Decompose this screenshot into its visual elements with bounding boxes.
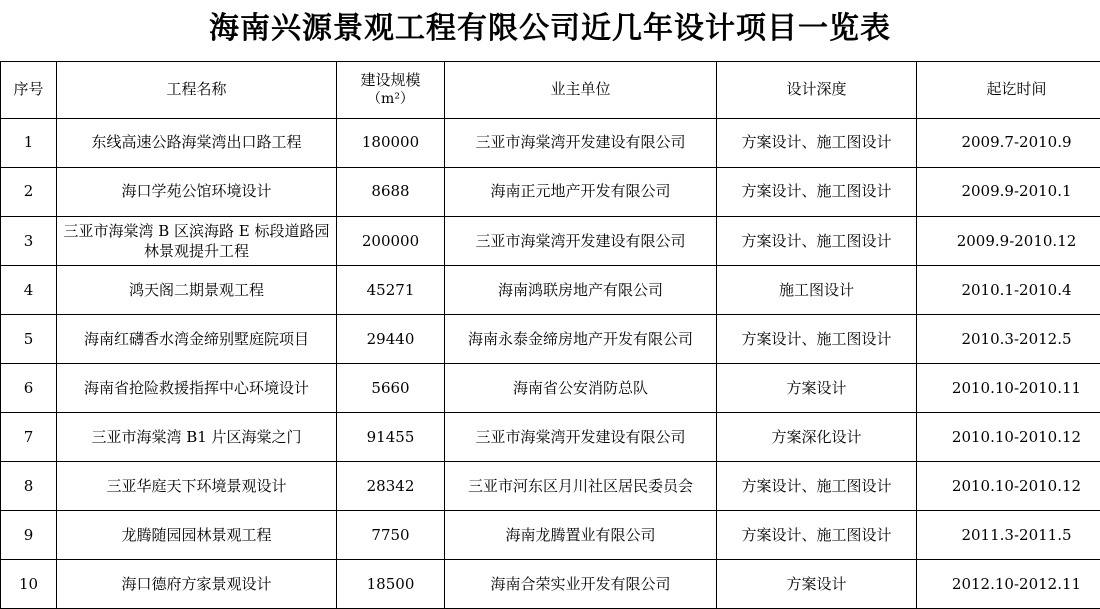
table-body xyxy=(1,118,1100,609)
cell-time: 2010.1-2010.4 xyxy=(917,266,1100,315)
cell-time: 2009.9-2010.12 xyxy=(917,216,1100,266)
cell-owner: 海南鸿联房地产有限公司 xyxy=(445,266,717,315)
cell-scale: 29440 xyxy=(337,315,445,364)
cell-owner: 三亚市海棠湾开发建设有限公司 xyxy=(445,118,717,167)
cell-name: 三亚华庭天下环境景观设计 xyxy=(57,462,337,511)
column-header-scale xyxy=(337,61,445,118)
column-header-no: 序号 xyxy=(1,61,57,118)
cell-no: 2 xyxy=(1,167,57,216)
column-header-owner: 业主单位 xyxy=(445,61,717,118)
cell-scale: 91455 xyxy=(337,413,445,462)
cell-scale: 5660 xyxy=(337,364,445,413)
cell-owner: 海南正元地产开发有限公司 xyxy=(445,167,717,216)
project-list-table xyxy=(0,61,1100,609)
cell-depth: 方案设计 xyxy=(717,560,917,609)
cell-time: 2009.9-2010.1 xyxy=(917,167,1100,216)
cell-time: 2010.10-2010.11 xyxy=(917,364,1100,413)
cell-no: 5 xyxy=(1,315,57,364)
cell-depth: 方案设计 xyxy=(717,364,917,413)
cell-owner: 三亚市河东区月川社区居民委员会 xyxy=(445,462,717,511)
cell-owner: 三亚市海棠湾开发建设有限公司 xyxy=(445,413,717,462)
cell-name: 海口学苑公馆环境设计 xyxy=(57,167,337,216)
table-row xyxy=(1,216,1100,266)
cell-time: 2010.10-2010.12 xyxy=(917,462,1100,511)
cell-name: 龙腾随园园林景观工程 xyxy=(57,511,337,560)
cell-time: 2010.3-2012.5 xyxy=(917,315,1100,364)
cell-no: 3 xyxy=(1,216,57,266)
column-header-name: 工程名称 xyxy=(57,61,337,118)
table-row xyxy=(1,511,1100,560)
column-header-time: 起讫时间 xyxy=(917,61,1100,118)
cell-depth: 方案设计、施工图设计 xyxy=(717,511,917,560)
table-row xyxy=(1,266,1100,315)
cell-no: 8 xyxy=(1,462,57,511)
column-header-scale-main: 建设规模 xyxy=(360,71,420,89)
cell-no: 1 xyxy=(1,118,57,167)
cell-depth: 方案设计、施工图设计 xyxy=(717,315,917,364)
cell-time: 2011.3-2011.5 xyxy=(917,511,1100,560)
cell-scale: 28342 xyxy=(337,462,445,511)
table-row xyxy=(1,462,1100,511)
cell-scale: 7750 xyxy=(337,511,445,560)
table-header xyxy=(1,61,1100,118)
cell-scale: 18500 xyxy=(337,560,445,609)
cell-no: 4 xyxy=(1,266,57,315)
cell-depth: 方案设计、施工图设计 xyxy=(717,216,917,266)
cell-no: 9 xyxy=(1,511,57,560)
column-header-scale-unit: （m²） xyxy=(340,90,441,109)
table-row xyxy=(1,167,1100,216)
cell-depth: 方案设计、施工图设计 xyxy=(717,118,917,167)
cell-time: 2010.10-2010.12 xyxy=(917,413,1100,462)
page-title: 海南兴源景观工程有限公司近几年设计项目一览表 xyxy=(0,0,1100,61)
table-header-row xyxy=(1,61,1100,118)
cell-owner: 海南龙腾置业有限公司 xyxy=(445,511,717,560)
table-row xyxy=(1,413,1100,462)
cell-owner: 三亚市海棠湾开发建设有限公司 xyxy=(445,216,717,266)
cell-no: 6 xyxy=(1,364,57,413)
cell-time: 2012.10-2012.11 xyxy=(917,560,1100,609)
cell-scale: 200000 xyxy=(337,216,445,266)
cell-depth: 方案设计、施工图设计 xyxy=(717,462,917,511)
cell-no: 10 xyxy=(1,560,57,609)
table-row xyxy=(1,364,1100,413)
cell-name: 海南红礴香水湾金缔别墅庭院项目 xyxy=(57,315,337,364)
cell-owner: 海南永泰金缔房地产开发有限公司 xyxy=(445,315,717,364)
cell-name: 东线高速公路海棠湾出口路工程 xyxy=(57,118,337,167)
cell-name: 海南省抢险救援指挥中心环境设计 xyxy=(57,364,337,413)
cell-scale: 45271 xyxy=(337,266,445,315)
cell-no: 7 xyxy=(1,413,57,462)
cell-owner: 海南合荣实业开发有限公司 xyxy=(445,560,717,609)
table-row xyxy=(1,315,1100,364)
cell-scale: 180000 xyxy=(337,118,445,167)
cell-depth: 方案深化设计 xyxy=(717,413,917,462)
cell-name: 鸿天阁二期景观工程 xyxy=(57,266,337,315)
cell-name: 海口德府方家景观设计 xyxy=(57,560,337,609)
cell-depth: 方案设计、施工图设计 xyxy=(717,167,917,216)
cell-name: 三亚市海棠湾 B 区滨海路 E 标段道路园林景观提升工程 xyxy=(57,216,337,266)
cell-time: 2009.7-2010.9 xyxy=(917,118,1100,167)
cell-owner: 海南省公安消防总队 xyxy=(445,364,717,413)
cell-depth: 施工图设计 xyxy=(717,266,917,315)
table-row xyxy=(1,118,1100,167)
cell-scale: 8688 xyxy=(337,167,445,216)
column-header-depth: 设计深度 xyxy=(717,61,917,118)
cell-name: 三亚市海棠湾 B1 片区海棠之门 xyxy=(57,413,337,462)
table-row xyxy=(1,560,1100,609)
